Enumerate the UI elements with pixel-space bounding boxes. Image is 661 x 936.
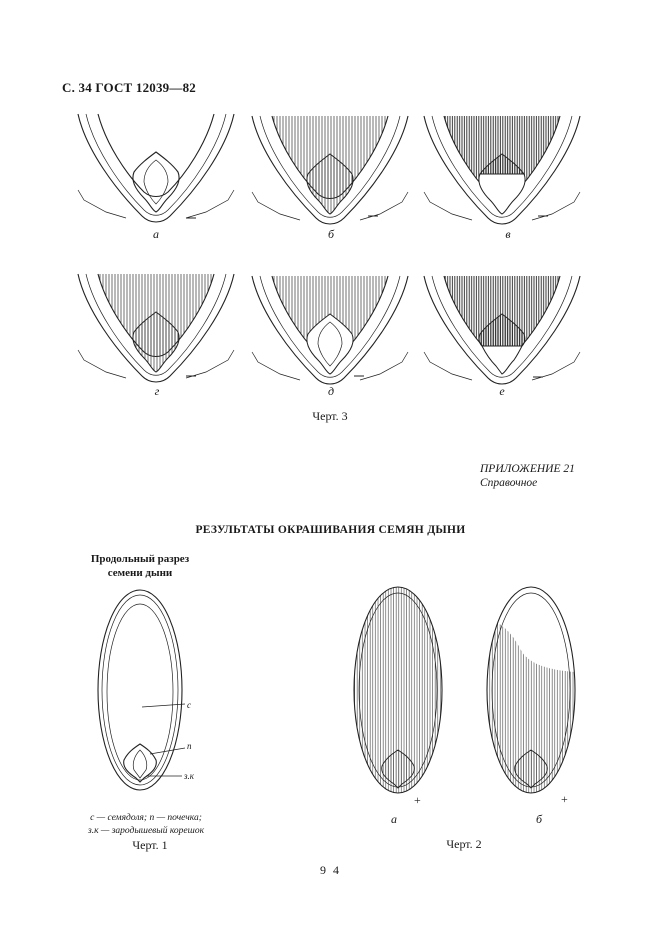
figure3-drawing-g <box>78 274 234 382</box>
figure2-label-a: а <box>391 812 397 826</box>
plus-mark-b: + <box>561 792 568 806</box>
appendix-title: ПРИЛОЖЕНИЕ 21 <box>480 463 575 475</box>
figure3-label-d: д <box>327 384 335 398</box>
legend-line1: с — семядоля; п — почечка; <box>90 813 202 823</box>
figure3-drawings <box>0 0 661 430</box>
figure3-caption: Черт. 3 <box>312 409 348 423</box>
legend-line2: з.к — зародышевый корешок <box>87 826 205 836</box>
figure1-subtitle <box>80 552 200 580</box>
figure3-drawing-v <box>424 116 580 224</box>
figure3-drawing-e <box>424 276 580 384</box>
figure1-legend <box>56 812 236 838</box>
figure3-drawing-d <box>252 276 408 384</box>
figure3-label-e: е <box>499 384 505 398</box>
figure1-subtitle-line1: Продольный разрез <box>90 553 190 565</box>
plus-mark-a: + <box>414 793 421 807</box>
figure3-label-g: г <box>154 384 160 398</box>
page-header: С. 34 ГОСТ 12039—82 <box>62 80 196 95</box>
figure3-label-v: в <box>505 227 511 241</box>
figure3-drawing-a <box>78 114 234 222</box>
figure3-label-a: а <box>153 227 159 241</box>
label-cotyledon: с <box>187 700 191 710</box>
appendix-subtitle: Справочное <box>480 477 538 489</box>
label-plumule: п <box>187 741 192 751</box>
page-number: 9 4 <box>320 863 341 877</box>
figure2-label-b: б <box>535 812 543 826</box>
figure2-caption: Черт. 2 <box>446 837 482 851</box>
label-radicle: з.к <box>184 771 194 781</box>
figure1-seed-section <box>98 590 185 790</box>
figure3-label-b: б <box>327 227 335 241</box>
section-title: РЕЗУЛЬТАТЫ ОКРАШИВАНИЯ СЕМЯН ДЫНИ <box>195 524 466 536</box>
appendix-heading <box>480 462 610 490</box>
figure2-seed-a <box>354 587 442 793</box>
figure1-subtitle-line2: семени дыни <box>107 567 173 579</box>
figure1-caption: Черт. 1 <box>132 838 168 852</box>
lower-drawings <box>0 580 661 810</box>
figure3-drawing-b <box>252 116 408 224</box>
figure2-seed-b <box>480 587 580 800</box>
